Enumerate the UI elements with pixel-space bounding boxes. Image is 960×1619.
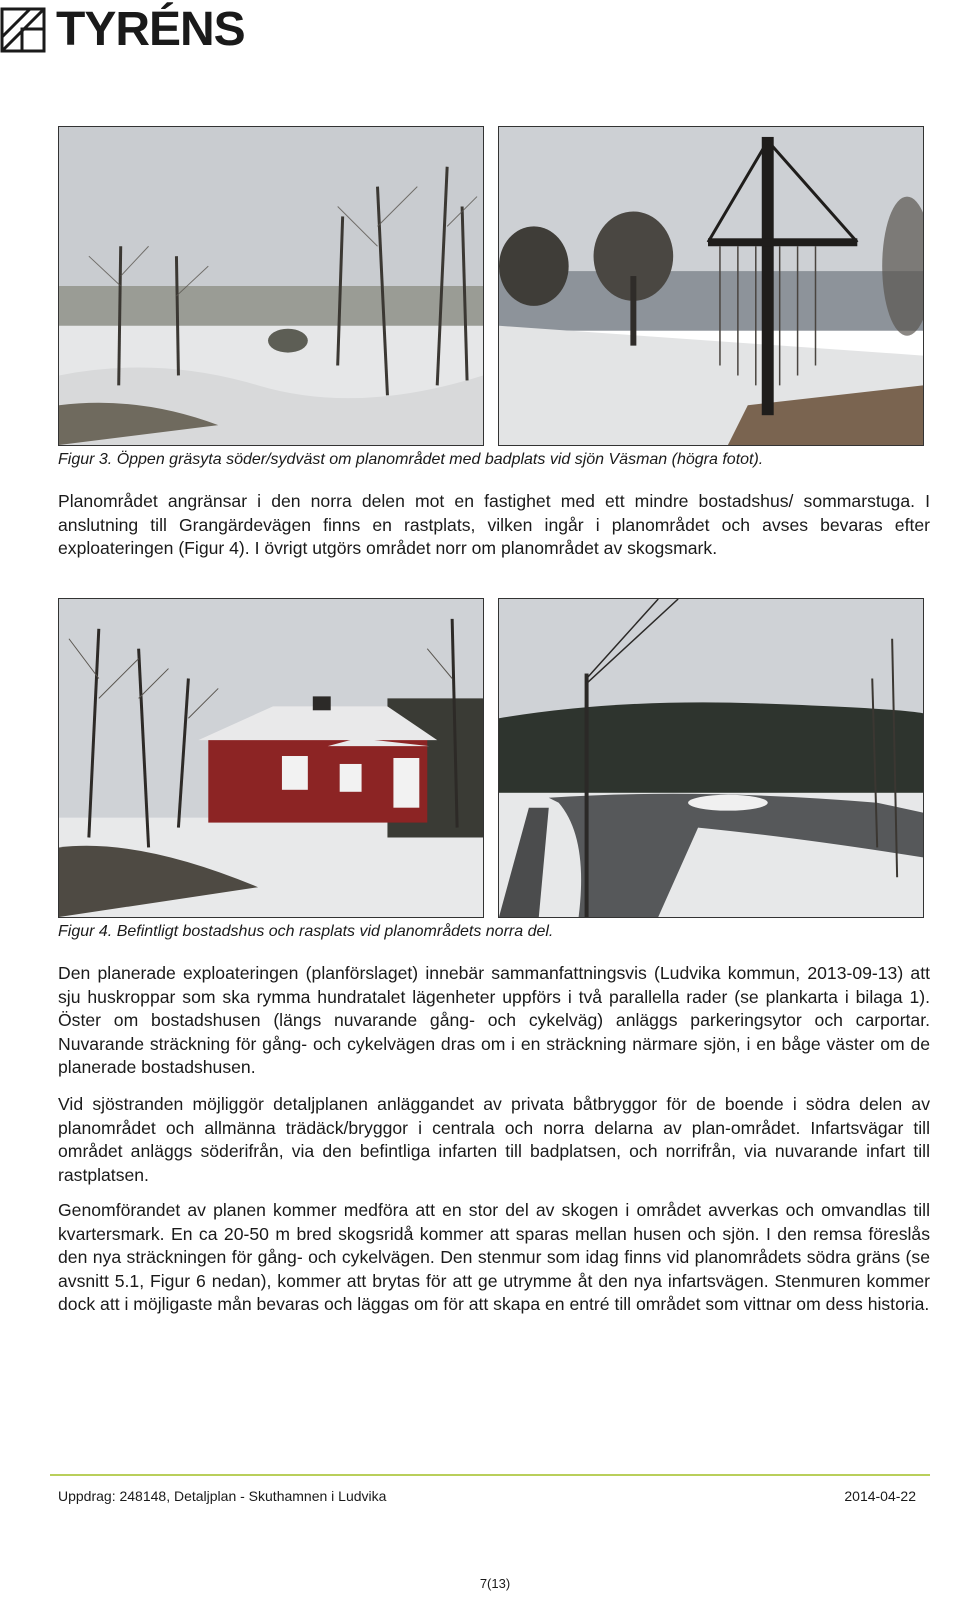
paragraph-adjacent-area: Planområdet angränsar i den norra delen mot en fastighet med ett mindre bostadshus/ sommarstuga. I anslutning till Grangärdevägen finns en rastplats, vilken ingår i planområdet och avses bevaras efter exploateringen (Figur 4). I övrigt utgörs området norr om planområdet av skogsmark. (58, 491, 930, 559)
paragraph-shoreline: Vid sjöstranden möjliggör detaljplanen anläggandet av privata båtbryggor för de boende i södra delen av planområdet och allmänna trädäck/bryggor i centrala och norra delarna av plan-området. Infartsvägar till området anläggs söderifrån, via den befintliga infarten till badplatsen, och norrifrån, via nuvarande infart till rastplatsen. (58, 1094, 930, 1185)
company-logo (0, 4, 245, 56)
footer-date: 2014-04-22 (844, 1488, 916, 1504)
figure4-left-photo (58, 598, 484, 918)
logo-wordmark: TYRÉNS (56, 3, 245, 56)
figure4-right-photo (498, 598, 924, 918)
footer-assignment: Uppdrag: 248148, Detaljplan - Skuthamnen i Ludvika (58, 1488, 387, 1504)
figure3-left-photo (58, 126, 484, 446)
footer-divider (50, 1474, 930, 1476)
paragraph-planned-development: Den planerade exploateringen (planförslaget) innebär sammanfattningsvis (Ludvika kommun, 2013-09-13) att sju huskroppar som ska rymma hundratalet lägenheter uppförs i två parallella rader (se plankarta i bilaga 1). Öster om bostadshusen (längs nuvarande gång- och cykelväg) anläggs parkeringsytor och carportar. Nuvarande sträckning för gång- och cykelvägen dras om i en sträckning närmare sjön, i en båge väster om de planerade bostadshusen. (58, 963, 930, 1078)
tyrens-logo-icon (0, 7, 46, 53)
figure4-caption: Figur 4. Befintligt bostadshus och rasplats vid planområdets norra del. (58, 923, 554, 940)
page-number: 7(13) (479, 1576, 511, 1591)
figure3-caption: Figur 3. Öppen gräsyta söder/sydväst om planområdet med badplats vid sjön Väsman (högra fotot). (58, 451, 764, 468)
figure3-right-photo (498, 126, 924, 446)
paragraph-implementation: Genomförandet av planen kommer medföra att en stor del av skogen i området avverkas och omvandlas till kvartersmark. En ca 20-50 m bred skogsridå kommer att sparas mellan husen och sjön. I den remsa föreslås den nya sträckningen för gång- och cykelvägen. Den stenmur som idag finns vid planområdets södra gräns (se avsnitt 5.1, Figur 6 nedan), kommer att brytas för att ge utrymme åt den nya infartsvägen. Stenmuren kommer dock att i möjligaste mån bevaras och läggas om för att skapa en entré till området som vittnar om dess historia. (58, 1200, 930, 1315)
